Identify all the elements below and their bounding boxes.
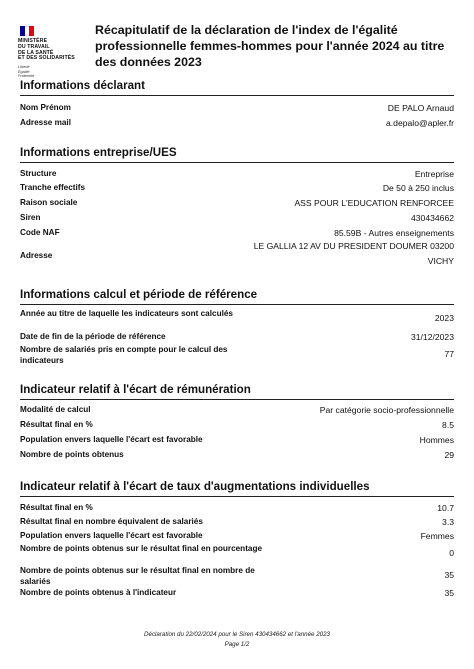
field-label: Tranche effectifs (20, 183, 86, 192)
field-label: Année au titre de laquelle les indicateurs sont calculés (20, 309, 233, 318)
field-label: Raison sociale (20, 198, 78, 207)
field-annee-calcul (20, 309, 454, 324)
field-label: Nom Prénom (20, 103, 71, 112)
field-value: 2023 (434, 313, 454, 323)
logo-line: MINISTÈRE (18, 38, 48, 44)
field-label: Modalité de calcul (20, 405, 91, 414)
field-resultat-final-pct (20, 420, 454, 431)
field-points-obtenus (20, 450, 454, 461)
page-footer (0, 630, 474, 650)
field-raison-sociale (20, 198, 454, 209)
section-augmentations (20, 480, 454, 497)
section-heading: Indicateur relatif à l'écart de taux d'augmentations individuelles (20, 480, 454, 497)
field-tranche-effectifs (20, 183, 454, 194)
field-value: Hommes (419, 435, 454, 445)
logo-line: ET DES SOLIDARITÉS (18, 55, 75, 62)
logo-line: DE LA SANTÉ (18, 49, 54, 56)
field-value: DE PALO Arnaud (387, 103, 454, 113)
field-modalite-calcul (20, 405, 454, 416)
section-heading: Informations calcul et période de référence (20, 288, 454, 305)
field-label: Structure (20, 169, 57, 178)
field-value: 35 (444, 570, 454, 580)
field-label: Population envers laquelle l'écart est favorable (20, 531, 203, 540)
page-title: Récapitulatif de la déclaration de l'index de l'égalité professionnelle femmes-hommes pour l'année 2024 au titre des données 2023 (95, 23, 445, 69)
field-value: Par catégorie socio-professionnelle (319, 405, 454, 415)
field-label: Résultat final en % (20, 503, 93, 512)
section-heading: Indicateur relatif à l'écart de rémunération (20, 383, 454, 400)
field-label: Date de fin de la période de référence (20, 332, 166, 341)
french-flag-icon (20, 26, 34, 36)
field-label: Nombre de salariés pris en compte pour le calcul des indicateurs (20, 345, 228, 365)
logo-line: DU TRAVAIL (18, 43, 50, 50)
field-points-salaries (20, 566, 454, 587)
field-label: Nombre de points obtenus (20, 450, 124, 459)
field-nom-prenom (20, 103, 454, 114)
field-value: 430434662 (410, 213, 454, 223)
field-value: 31/12/2023 (410, 332, 454, 342)
field-value: 77 (444, 349, 454, 359)
field-label: Siren (20, 213, 41, 222)
field-value: 10.7 (437, 503, 454, 513)
field-value: 35 (444, 588, 454, 598)
field-value: 8.5 (442, 420, 454, 430)
logo-motto: Liberté Égalité Fraternité (18, 65, 35, 78)
section-heading: Informations entreprise/UES (20, 146, 454, 163)
field-label: Nombre de points obtenus sur le résultat final en pourcentage (20, 544, 263, 553)
section-declarant (20, 79, 454, 96)
field-siren (20, 213, 454, 224)
field-date-fin-periode (20, 332, 454, 343)
field-adresse-mail (20, 118, 454, 129)
address-line-1: LE GALLIA 12 AV DU PRESIDENT DOUMER 03200 (253, 241, 454, 251)
field-value: 29 (444, 450, 454, 460)
address-line-2: VICHY (427, 255, 454, 266)
field-value: De 50 à 250 inclus (382, 183, 454, 193)
field-resultat-final-salaries (20, 517, 454, 528)
field-value: Femmes (420, 531, 454, 541)
footer-declaration: Déclaration du 22/02/2024 pour le Siren 430434662 et l'année 2023 (144, 631, 330, 638)
field-label: Nombre de points obtenus à l'indicateur (20, 588, 177, 597)
field-label: Code NAF (20, 228, 60, 237)
field-population-favorable (20, 531, 454, 542)
field-code-naf (20, 228, 454, 239)
field-label: Nombre de points obtenus sur le résultat final en nombre de salariés (20, 566, 255, 586)
page-number: Page 1/2 (224, 641, 250, 648)
field-value (254, 241, 454, 266)
section-calcul (20, 288, 454, 305)
section-entreprise (20, 146, 454, 163)
section-heading: Informations déclarant (20, 79, 454, 96)
field-value: 85.59B - Autres enseignements (334, 228, 454, 238)
field-points-indicateur (20, 588, 454, 599)
field-label: Adresse (20, 251, 53, 260)
field-structure (20, 169, 454, 180)
field-label: Résultat final en % (20, 420, 93, 429)
field-population-favorable (20, 435, 454, 446)
field-label: Population envers laquelle l'écart est favorable (20, 435, 203, 444)
field-label: Adresse mail (20, 118, 71, 127)
ministry-logo (18, 26, 82, 78)
field-adresse (20, 241, 454, 266)
field-nombre-salaries (20, 345, 454, 366)
field-resultat-final-pct (20, 503, 454, 514)
field-value: ASS POUR L'EDUCATION RENFORCEE (294, 198, 454, 208)
field-value: 3.3 (442, 517, 454, 527)
field-value: 0 (449, 548, 454, 558)
field-value: a.depalo@apler.fr (386, 118, 454, 128)
field-points-pourcentage (20, 544, 454, 559)
section-remuneration (20, 383, 454, 400)
field-value: Entreprise (414, 169, 454, 179)
field-label: Résultat final en nombre équivalent de salariés (20, 517, 203, 526)
